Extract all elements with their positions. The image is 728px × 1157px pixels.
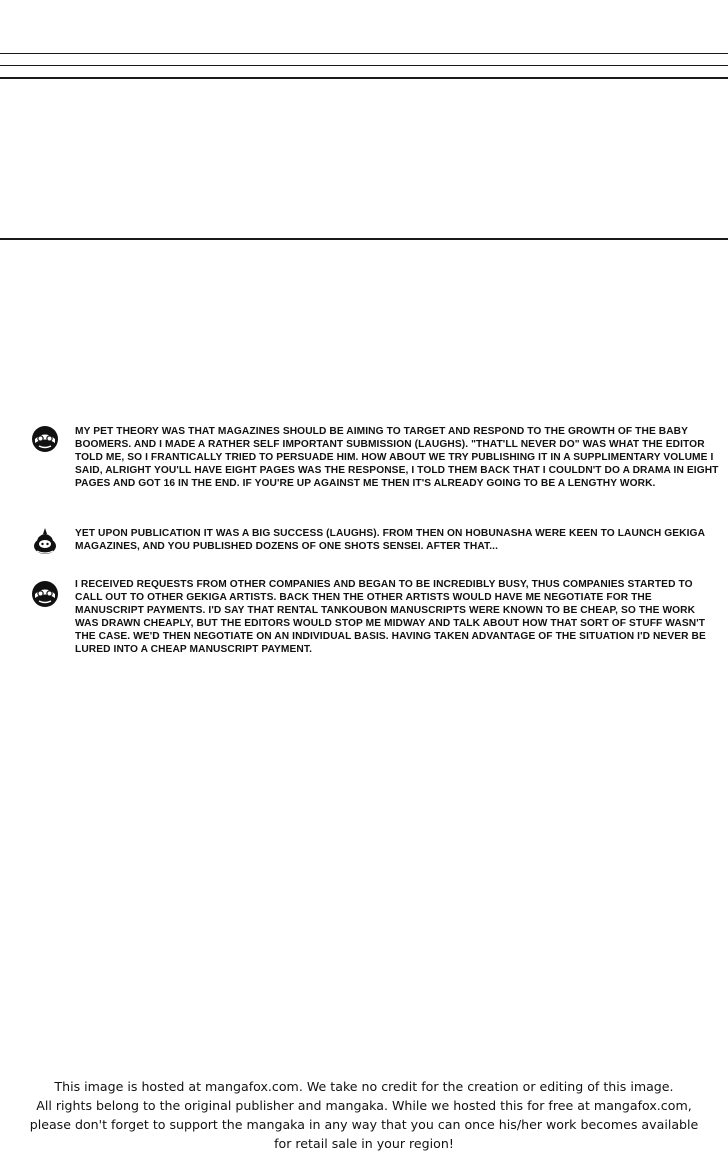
disclaimer-line-2: All rights belong to the original publisher and mangaka. While we hosted this for free at mangafox.com, xyxy=(36,1098,692,1113)
disclaimer-line-4: for retail sale in your region! xyxy=(274,1136,454,1151)
top-border-line-1 xyxy=(0,53,728,54)
disclaimer-line-3: please don't forget to support the mangaka in any way that you can once his/her work becomes available xyxy=(29,1117,699,1132)
top-border-line-3 xyxy=(0,77,728,79)
disclaimer-line-1: This image is hosted at mangafox.com. We take no credit for the creation or editing of this image. xyxy=(54,1079,674,1094)
header-bottom-line xyxy=(0,238,728,240)
top-border-line-2 xyxy=(0,65,728,66)
comment-text: I RECEIVED REQUESTS FROM OTHER COMPANIES AND BEGAN TO BE INCREDIBLY BUSY, THUS COMPANIES STARTED TO CALL OUT TO OTHER GEKIGA ARTISTS. BACK THEN THE OTHER ARTISTS WOULD HAVE ME NEGOTIATE FOR THE MANUSCRIPT PAYMENTS. I'D SAY THAT RENTAL TANKOUBON MANUSCRIPTS WERE KNOWN TO BE CHEAP, SO THE WORK WAS DRAWN CHEAPLY, BUT THE EDITORS WOULD STOP ME MIDWAY AND TALK ABOUT HOW THAT SORT OF STUFF WASN'T THE CASE. WE'D THEN NEGOTIATE ON AN INDIVIDUAL BASIS. HAVING TAKEN ADVANTAGE OF THE SITUATION I'D NEVER BE LURED INTO A CHEAP MANUSCRIPT PAYMENT. xyxy=(75,579,706,655)
masked-face-icon xyxy=(30,424,60,454)
masked-face-icon xyxy=(30,579,60,609)
hosting-disclaimer xyxy=(0,1077,728,1153)
comment-text: MY PET THEORY WAS THAT MAGAZINES SHOULD BE AIMING TO TARGET AND RESPOND TO THE GROWTH OF THE BABY BOOMERS. AND I MADE A RATHER SELF IMPORTANT SUBMISSION (LAUGHS). "THAT'LL NEVER DO" WAS WHAT THE EDITOR TOLD ME, SO I FRANTICALLY TRIED TO PERSUADE HIM. HOW ABOUT WE TRY PUBLISHING IT IN A SUPPLIMENTARY VOLUME I SAID, ALRIGHT YOU'LL HAVE EIGHT PAGES WAS THE RESPONSE, I TOLD THEM BACK THAT I COULDN'T DO A DRAMA IN EIGHT PAGES AND GOT 16 IN THE END. IF YOU'RE UP AGAINST ME THEN IT'S ALREADY GOING TO BE A LENGTHY WORK. xyxy=(75,426,719,489)
hooded-figure-icon xyxy=(30,526,60,556)
comment-text: YET UPON PUBLICATION IT WAS A BIG SUCCESS (LAUGHS). FROM THEN ON HOBUNASHA WERE KEEN TO LAUNCH GEKIGA MAGAZINES, AND YOU PUBLISHED DOZENS OF ONE SHOTS SENSEI. AFTER THAT... xyxy=(75,528,705,552)
